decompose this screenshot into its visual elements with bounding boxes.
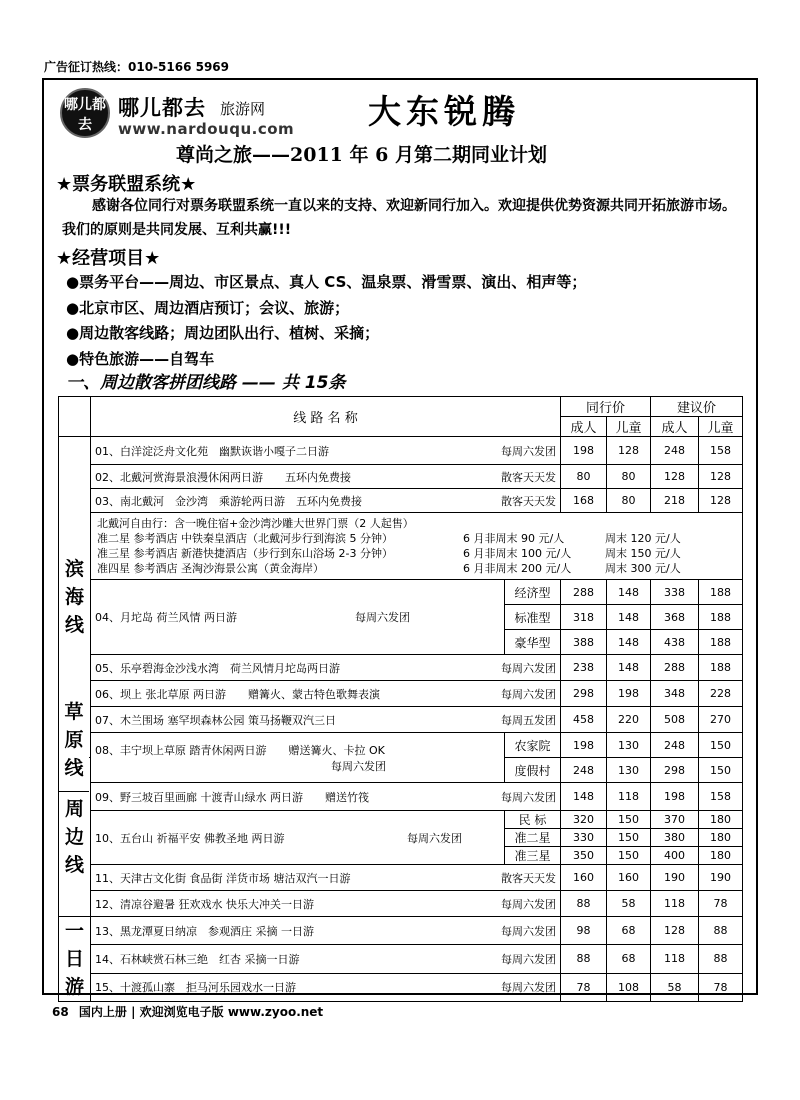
price-cell: 298: [561, 681, 607, 707]
route-name: 05、乐亭碧海金沙浅水湾 荷兰风情月坨岛两日游 每周六发团: [91, 655, 561, 681]
price-cell: 188: [699, 580, 743, 605]
price-cell: 78: [699, 891, 743, 917]
price-cell: 150: [607, 847, 651, 865]
price-cell: 98: [561, 917, 607, 945]
price-cell: 180: [699, 811, 743, 829]
footer: [52, 1003, 323, 1020]
table-row: [59, 513, 743, 580]
price-cell: 78: [699, 973, 743, 1001]
price-cell: 150: [699, 733, 743, 758]
header-route: 线 路 名 称: [91, 397, 561, 437]
routes-table: [58, 396, 743, 1002]
table-row: [59, 681, 743, 707]
price-cell: 188: [699, 655, 743, 681]
footer-separator: |: [131, 1005, 136, 1019]
business-list: [66, 270, 586, 372]
price-cell: 128: [651, 465, 699, 489]
table-row: [59, 917, 743, 945]
note-line: 准四星 参考酒店 圣淘沙海景公寓（黄金海岸） 6 月非周末 200 元/人 周末 300 元/人: [97, 562, 681, 575]
route-name: 07、木兰围场 塞罕坝森林公园 策马扬鞭双汽三日 每周五发团: [91, 707, 561, 733]
price-cell: 190: [651, 865, 699, 891]
price-cell: 118: [651, 945, 699, 973]
level-label: 准二星: [505, 829, 561, 847]
price-cell: 148: [607, 655, 651, 681]
price-cell: 148: [607, 605, 651, 630]
price-cell: 160: [561, 865, 607, 891]
table-row: [59, 733, 743, 758]
price-cell: 218: [651, 489, 699, 513]
free-travel-note: [91, 513, 743, 580]
header-adult: 成人: [651, 417, 699, 437]
table-row: [59, 891, 743, 917]
price-cell: 58: [651, 973, 699, 1001]
price-cell: 188: [699, 605, 743, 630]
price-cell: 130: [607, 733, 651, 758]
price-cell: 458: [561, 707, 607, 733]
price-cell: 318: [561, 605, 607, 630]
table-row: [59, 655, 743, 681]
price-cell: 80: [607, 465, 651, 489]
price-cell: 248: [651, 733, 699, 758]
book-name: 国内上册: [78, 1005, 127, 1019]
table-row: [59, 437, 743, 465]
page-number: 68: [52, 1005, 69, 1019]
header-suggest-price: 建议价: [651, 397, 743, 417]
price-cell: 248: [651, 437, 699, 465]
header-corner: [59, 397, 91, 437]
price-cell: 348: [651, 681, 699, 707]
table-row: [59, 489, 743, 513]
table-row: [59, 465, 743, 489]
price-cell: 150: [607, 811, 651, 829]
list-item: ●周边散客线路；周边团队出行、植树、采摘；: [66, 324, 380, 342]
table-row: [59, 973, 743, 1001]
price-cell: 68: [607, 917, 651, 945]
route-name: 04、月坨岛 荷兰风情 两日游 每周六发团: [91, 580, 505, 655]
price-cell: 388: [561, 630, 607, 655]
route-name: 08、丰宁坝上草原 踏青休闲两日游 赠送篝火、卡拉 OK 每周六发团: [91, 733, 505, 783]
logo-subtitle: 旅游网: [220, 100, 266, 118]
list-item: ●北京市区、周边酒店预订；会议、旅游；: [66, 298, 350, 317]
price-cell: 148: [561, 783, 607, 811]
price-cell: 288: [561, 580, 607, 605]
price-cell: 58: [607, 891, 651, 917]
level-label: 民 标: [505, 811, 561, 829]
price-cell: 298: [651, 758, 699, 783]
price-cell: 88: [561, 945, 607, 973]
table-row: [59, 865, 743, 891]
price-cell: 338: [651, 580, 699, 605]
price-cell: 118: [607, 783, 651, 811]
price-cell: 68: [607, 945, 651, 973]
price-cell: 118: [651, 891, 699, 917]
price-cell: 370: [651, 811, 699, 829]
route-name: 06、坝上 张北草原 两日游 赠篝火、蒙古特色歌舞表演 每周六发团: [91, 681, 561, 707]
price-cell: 508: [651, 707, 699, 733]
price-cell: 128: [651, 917, 699, 945]
table-header-row: [59, 397, 743, 417]
price-cell: 198: [651, 783, 699, 811]
price-cell: 180: [699, 829, 743, 847]
footer-link[interactable]: 欢迎浏览电子版 www.zyoo.net: [139, 1005, 324, 1019]
table-row: [59, 707, 743, 733]
level-label: 农家院: [505, 733, 561, 758]
price-cell: 180: [699, 847, 743, 865]
price-cell: 160: [607, 865, 651, 891]
group-label: 滨 海 线: [59, 437, 91, 758]
table-row: [59, 811, 743, 829]
price-cell: 158: [699, 437, 743, 465]
level-label: 豪华型: [505, 630, 561, 655]
plan-subtitle: 尊尚之旅——2011 年 6 月第二期同业计划: [176, 144, 547, 166]
price-cell: 88: [561, 891, 607, 917]
price-cell: 330: [561, 829, 607, 847]
price-cell: 198: [561, 437, 607, 465]
table-row: [59, 945, 743, 973]
level-label: 准三星: [505, 847, 561, 865]
price-cell: 198: [561, 733, 607, 758]
price-cell: 130: [607, 758, 651, 783]
price-cell: 148: [607, 580, 651, 605]
price-cell: 400: [651, 847, 699, 865]
price-cell: 270: [699, 707, 743, 733]
price-cell: 128: [607, 437, 651, 465]
price-cell: 150: [607, 829, 651, 847]
group-label: 一 日 游: [59, 917, 91, 1002]
route-name: 09、野三坡百里画廊 十渡青山绿水 两日游 赠送竹筏 每周六发团: [91, 783, 561, 811]
price-cell: 150: [699, 758, 743, 783]
group-label: 草 原 线: [59, 688, 89, 792]
route-name: 15、十渡孤山寨 拒马河乐园戏水一日游 每周六发团: [91, 973, 561, 1001]
price-cell: 228: [699, 681, 743, 707]
table-row: [59, 783, 743, 811]
price-cell: 238: [561, 655, 607, 681]
route-name: 02、北戴河赏海景浪漫休闲两日游 五环内免费接 散客天天发: [91, 465, 561, 489]
price-cell: 78: [561, 973, 607, 1001]
route-name: 01、白洋淀泛舟文化苑 幽默诙谐小嘎子二日游 每周六发团: [91, 437, 561, 465]
price-cell: 128: [699, 465, 743, 489]
price-cell: 350: [561, 847, 607, 865]
price-cell: 168: [561, 489, 607, 513]
company-title: 大东锐腾: [368, 92, 520, 131]
header-adult: 成人: [561, 417, 607, 437]
note-line: 北戴河自由行：含一晚住宿+金沙湾沙雕大世界门票（2 人起售）: [97, 517, 414, 530]
level-label: 标准型: [505, 605, 561, 630]
header-peer-price: 同行价: [561, 397, 651, 417]
header-child: 儿童: [699, 417, 743, 437]
price-cell: 148: [607, 630, 651, 655]
note-line: 准三星 参考酒店 新港快捷酒店（步行到东山浴场 2-3 分钟） 6 月非周末 100 元/人 周末 150 元/人: [97, 547, 681, 560]
price-cell: 158: [699, 783, 743, 811]
level-label: 度假村: [505, 758, 561, 783]
note-line: 准二星 参考酒店 中铁秦皇酒店（北戴河步行到海滨 5 分钟） 6 月非周末 90 元/人 周末 120 元/人: [97, 532, 681, 545]
price-cell: 128: [699, 489, 743, 513]
price-cell: 188: [699, 630, 743, 655]
price-cell: 80: [607, 489, 651, 513]
route-name: 12、清凉谷避暑 狂欢戏水 快乐大冲关一日游 每周六发团: [91, 891, 561, 917]
level-label: 经济型: [505, 580, 561, 605]
price-cell: 320: [561, 811, 607, 829]
price-cell: 80: [561, 465, 607, 489]
list-item: ●票务平台——周边、市区景点、真人 CS、温泉票、滑雪票、演出、相声等；: [66, 273, 587, 291]
price-cell: 288: [651, 655, 699, 681]
table-row: [59, 580, 743, 605]
price-cell: 88: [699, 917, 743, 945]
group-label: 周 边 线: [59, 758, 91, 917]
route-name: 10、五台山 祈福平安 佛教圣地 两日游 每周六发团: [91, 811, 505, 865]
logo-name: 哪儿都去: [118, 96, 206, 120]
ad-hotline: 广告征订热线：010-5166 5969: [44, 60, 230, 74]
route-name: 03、南北戴河 金沙湾 乘游轮两日游 五环内免费接 散客天天发: [91, 489, 561, 513]
header-child: 儿童: [607, 417, 651, 437]
section-business-title: ★经营项目★: [56, 248, 161, 269]
route-name: 14、石林峡赏石林三绝 红杏 采摘一日游 每周六发团: [91, 945, 561, 973]
price-cell: 368: [651, 605, 699, 630]
section-ticket-alliance-title: ★票务联盟系统★: [56, 174, 197, 195]
price-cell: 438: [651, 630, 699, 655]
price-cell: 198: [607, 681, 651, 707]
price-cell: 108: [607, 973, 651, 1001]
section-ticket-alliance-text: 感谢各位同行对票务联盟系统一直以来的支持、欢迎新同行加入。欢迎提供优势资源共同开拓旅游市场。我们的原则是共同发展、互利共赢!!!: [62, 198, 736, 238]
route-name: 11、天津古文化街 食品街 洋货市场 塘沽双汽一日游 散客天天发: [91, 865, 561, 891]
routes-section-title: 一、周边散客拼团线路 —— 共 15条: [66, 373, 346, 393]
logo-url[interactable]: www.nardouqu.com: [118, 120, 295, 138]
price-cell: 190: [699, 865, 743, 891]
route-name: 13、黑龙潭夏日纳凉 参观酒庄 采摘 一日游 每周六发团: [91, 917, 561, 945]
price-cell: 220: [607, 707, 651, 733]
list-item: ●特色旅游——自驾车: [66, 349, 215, 368]
price-cell: 248: [561, 758, 607, 783]
price-cell: 88: [699, 945, 743, 973]
logo-badge-icon: 哪儿都去: [60, 88, 110, 138]
price-cell: 380: [651, 829, 699, 847]
